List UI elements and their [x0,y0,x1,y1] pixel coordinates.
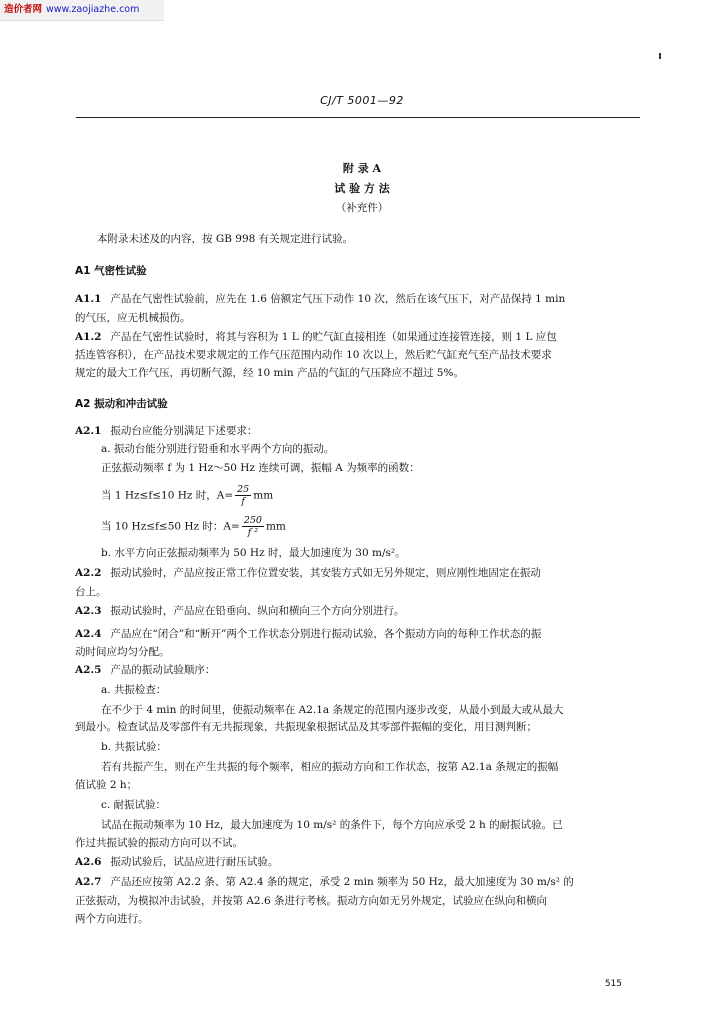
item-a2-1-a-detail: 正弦振动频率 f 为 1 Hz～50 Hz 连续可调，振幅 A 为频率的函数： [101,462,420,474]
clause-number: A1.2 [75,331,102,343]
clause-a2-5 [75,663,215,677]
item-a2-5-a: a. 共振检查： [101,684,167,696]
section-a1-title: A1 气密性试验 [75,265,147,277]
item-a2-5-c: c. 耐振试验： [101,799,167,811]
appendix-title: 附 录 A [342,162,382,175]
clause-a2-7-line3: 两个方向进行。 [75,913,149,925]
fraction-numerator: 250 [243,515,262,526]
formula-condition: 当 1 Hz≤f≤10 Hz 时，A= [101,489,234,502]
clause-a2-4-line2: 动时间应均匀分配。 [75,646,170,658]
fraction-numerator: 25 [237,484,250,495]
formula-low-frequency [101,484,273,507]
standard-header: CJ/T 5001—92 [320,94,404,107]
clause-a2-4-line1 [75,627,541,641]
item-a2-5-a-line2: 到最小。检查试品及零部件有无共振现象，共振现象根据试品及其零部件振幅的变化，用目测判断； [75,721,537,733]
clause-a1-2-line1 [75,330,557,344]
clause-text: 产品应在“闭合”和“断开”两个工作状态分别进行振动试验，各个振动方向的每种工作状态的振 [110,628,542,640]
clause-text: 振动台应能分别满足下述要求： [110,425,258,437]
fraction [235,484,251,507]
clause-text: 产品还应按第 A2.2 条、第 A2.4 条的规定，承受 2 min 频率为 50 Hz，最大加速度为 30 m/s² 的 [110,876,574,888]
clause-number: A1.1 [75,293,102,305]
clause-text: 振动试验时，产品应在铅垂向、纵向和横向三个方向分别进行。 [110,605,405,617]
clause-number: A2.5 [75,664,102,676]
formula-unit: mm [253,489,274,502]
item-a2-5-b-line2: 值试验 2 h； [75,779,138,791]
clause-a2-2-line2: 台上。 [75,586,107,598]
formula-high-frequency [101,515,286,538]
fraction-denominator: f [241,496,245,507]
item-a2-1-b: b. 水平方向正弦振动频率为 50 Hz 时，最大加速度为 30 m/s²。 [101,547,406,559]
clause-number: A2.7 [75,876,102,888]
clause-a1-2-line3: 规定的最大工作气压，再切断气源，经 10 min 产品的气缸的气压降应不超过 5%。 [75,367,464,379]
clause-a2-7-line1 [75,875,574,889]
clause-text: 振动试验后，试品应进行耐压试验。 [110,856,279,868]
formula-unit: mm [265,520,286,533]
site-url[interactable]: www.zaojiazhe.com [46,4,140,15]
item-a2-5-c-line1: 试品在振动频率为 10 Hz，最大加速度为 10 m/s² 的条件下，每个方向应承受 2 h 的耐振试验。已 [101,819,563,831]
clause-text: 产品的振动试验顺序： [110,664,216,676]
clause-a2-3 [75,604,404,618]
clause-a2-7-line2: 正弦振动，为模拟冲击试验，并按第 A2.6 条进行考核。振动方向如无另外规定，试验应在纵向和横向 [75,895,547,907]
clause-a2-1 [75,424,257,438]
section-a2-title: A2 振动和冲击试验 [75,398,168,410]
formula-condition: 当 10 Hz≤f≤50 Hz 时：A= [101,520,240,533]
clause-number: A2.3 [75,605,102,617]
appendix-note: （补充件） [335,202,389,214]
clause-number: A2.2 [75,567,102,579]
clause-text: 振动试验时，产品应按正常工作位置安装，其安装方式如无另外规定，则应刚性地固定在振动 [110,567,541,579]
watermark-banner [0,0,164,21]
clause-a1-2-line2: 括连管容积），在产品技术要求规定的工作气压范围内动作 10 次以上，然后贮气缸充气至产品技术要求 [75,349,552,361]
clause-number: A2.1 [75,425,102,437]
header-rule [76,117,640,118]
clause-number: A2.6 [75,856,102,868]
item-a2-1-a: a. 振动台能分别进行铅垂和水平两个方向的振动。 [101,443,335,455]
appendix-subtitle: 试 验 方 法 [334,182,390,195]
page-number: 515 [604,979,622,989]
clause-number: A2.4 [75,628,102,640]
site-name: 造价者网 [4,4,43,15]
clause-a1-1-line1 [75,292,565,306]
clause-text: 产品在气密性试验时，将其与容积为 1 L 的贮气缸直接相连（如果通过连接管连接，则 1 L 应包 [110,331,557,343]
clause-text: 产品在气密性试验前，应先在 1.6 倍额定气压下动作 10 次，然后在该气压下，对产品保持 1 min [110,293,566,305]
item-a2-5-a-line1: 在不少于 4 min 的时间里，使振动频率在 A2.1a 条规定的范围内逐步改变，从最小到最大或从最大 [101,704,564,716]
intro-paragraph: 本附录未述及的内容，按 GB 998 有关规定进行试验。 [97,233,354,245]
clause-a1-1-line2: 的气压，应无机械损伤。 [75,312,191,324]
item-a2-5-b-line1: 若有共振产生，则在产生共振的每个频率，相应的振动方向和工作状态，按第 A2.1a 条规定的振幅 [101,761,559,773]
item-a2-5-b: b. 共振试验： [101,741,167,753]
fraction-denominator: f ² [247,527,259,538]
scan-speck [659,53,661,59]
clause-a2-2-line1 [75,566,541,580]
item-a2-5-c-line2: 作过共振试验的振动方向可以不试。 [75,837,243,849]
fraction [242,515,264,538]
clause-a2-6 [75,855,278,869]
